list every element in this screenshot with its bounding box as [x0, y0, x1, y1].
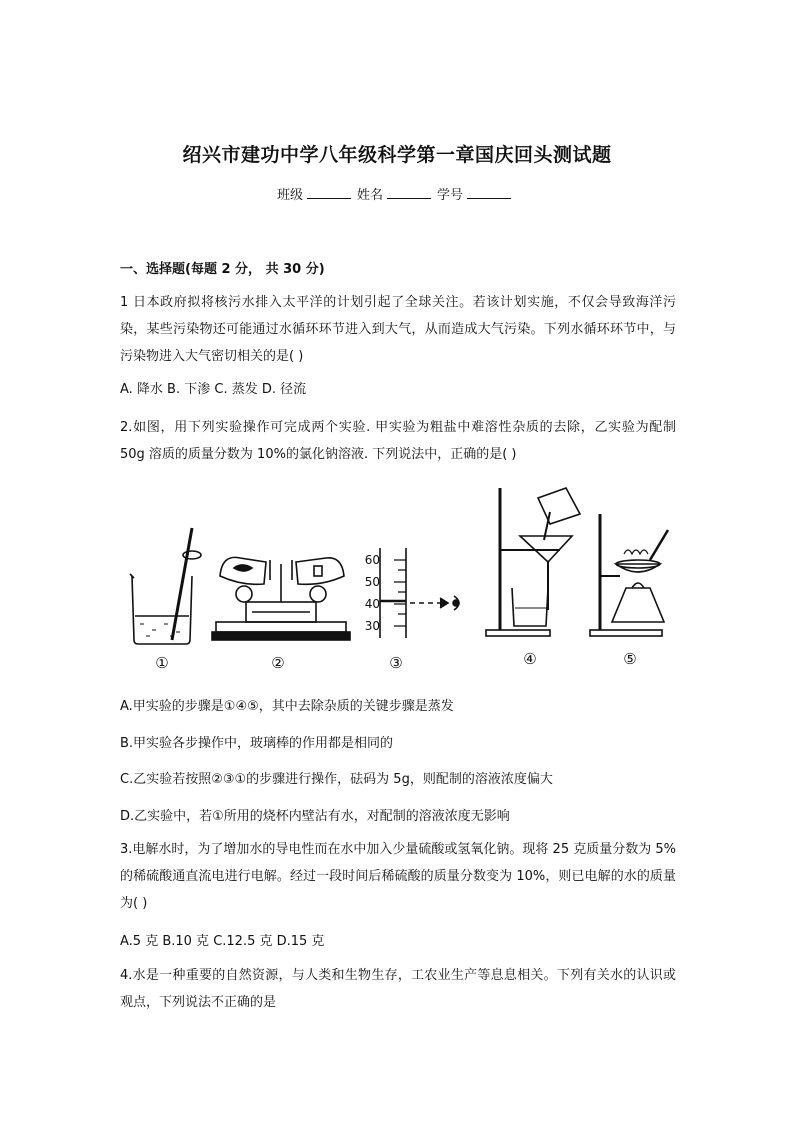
- balance-scale-icon: [212, 557, 350, 640]
- class-label: 班级: [276, 188, 303, 203]
- tick-40: 40: [364, 597, 380, 611]
- graduated-cylinder-icon: [380, 548, 459, 638]
- experiment-figure: [120, 484, 676, 674]
- question-2-text: 2.如图，用下列实验操作可完成两个实验. 甲实验为粗盐中难溶性杂质的去除，乙实验为配制 50g 溶质的质量分数为 10%的氯化钠溶液. 下列说法中，正确的是( ): [120, 420, 676, 462]
- figure-label-3: ③: [389, 654, 403, 672]
- figure-label-4: ④: [523, 650, 537, 668]
- question-2-option-d: D.乙实验中，若①所用的烧杯内壁沾有水，对配制的溶液浓度无影响: [120, 809, 510, 824]
- name-blank: [387, 185, 431, 199]
- tick-50: 50: [364, 575, 380, 589]
- id-blank: [467, 185, 511, 199]
- class-blank: [307, 185, 351, 199]
- section-heading: 一、选择题(每题 2 分， 共 30 分): [120, 262, 325, 277]
- question-2-option-b: B.甲实验各步操作中，玻璃棒的作用都是相同的: [120, 736, 394, 751]
- question-1-options: A. 降水 B. 下渗 C. 蒸发 D. 径流: [120, 382, 307, 397]
- evaporation-setup-icon: [590, 514, 668, 636]
- tick-60: 60: [364, 553, 380, 567]
- page-title: 绍兴市建功中学八年级科学第一章国庆回头测试题: [182, 144, 612, 166]
- question-3-options: A.5 克 B.10 克 C.12.5 克 D.15 克: [120, 934, 325, 949]
- figure-label-5: ⑤: [623, 650, 637, 668]
- name-label: 姓名: [356, 188, 383, 203]
- question-3-text: 3.电解水时，为了增加水的导电性而在水中加入少量硫酸或氢氧化钠。现将 25 克质量分数为 5%的稀硫酸通直流电进行电解。经过一段时间后稀硫酸的质量分数变为 10%，则已电解的水的质量为( ): [120, 842, 676, 911]
- figure-label-1: ①: [155, 654, 169, 672]
- cylinder-tick-labels: [365, 553, 380, 633]
- filtration-setup-icon: [486, 488, 580, 636]
- student-info: [0, 184, 794, 203]
- figure-label-2: ②: [271, 654, 285, 672]
- question-2-option-a: A.甲实验的步骤是①④⑤，其中去除杂质的关键步骤是蒸发: [120, 699, 454, 714]
- tick-30: 30: [364, 619, 380, 633]
- id-label: 学号: [437, 188, 464, 203]
- question-4-text: 4.水是一种重要的自然资源，与人类和生物生存，工农业生产等息息相关。下列有关水的认识或观点，下列说法不正确的是: [120, 968, 676, 1010]
- question-1-text: 1 日本政府拟将核污水排入太平洋的计划引起了全球关注。若该计划实施，不仅会导致海洋污染，某些污染物还可能通过水循环环节进入到大气，从而造成大气污染。下列水循环环节中，与污染物进入大气密切相关的是( ): [120, 295, 676, 364]
- question-2-option-c: C.乙实验若按照②③①的步骤进行操作，砝码为 5g，则配制的溶液浓度偏大: [120, 772, 553, 787]
- beaker-stirring-icon: [130, 528, 201, 644]
